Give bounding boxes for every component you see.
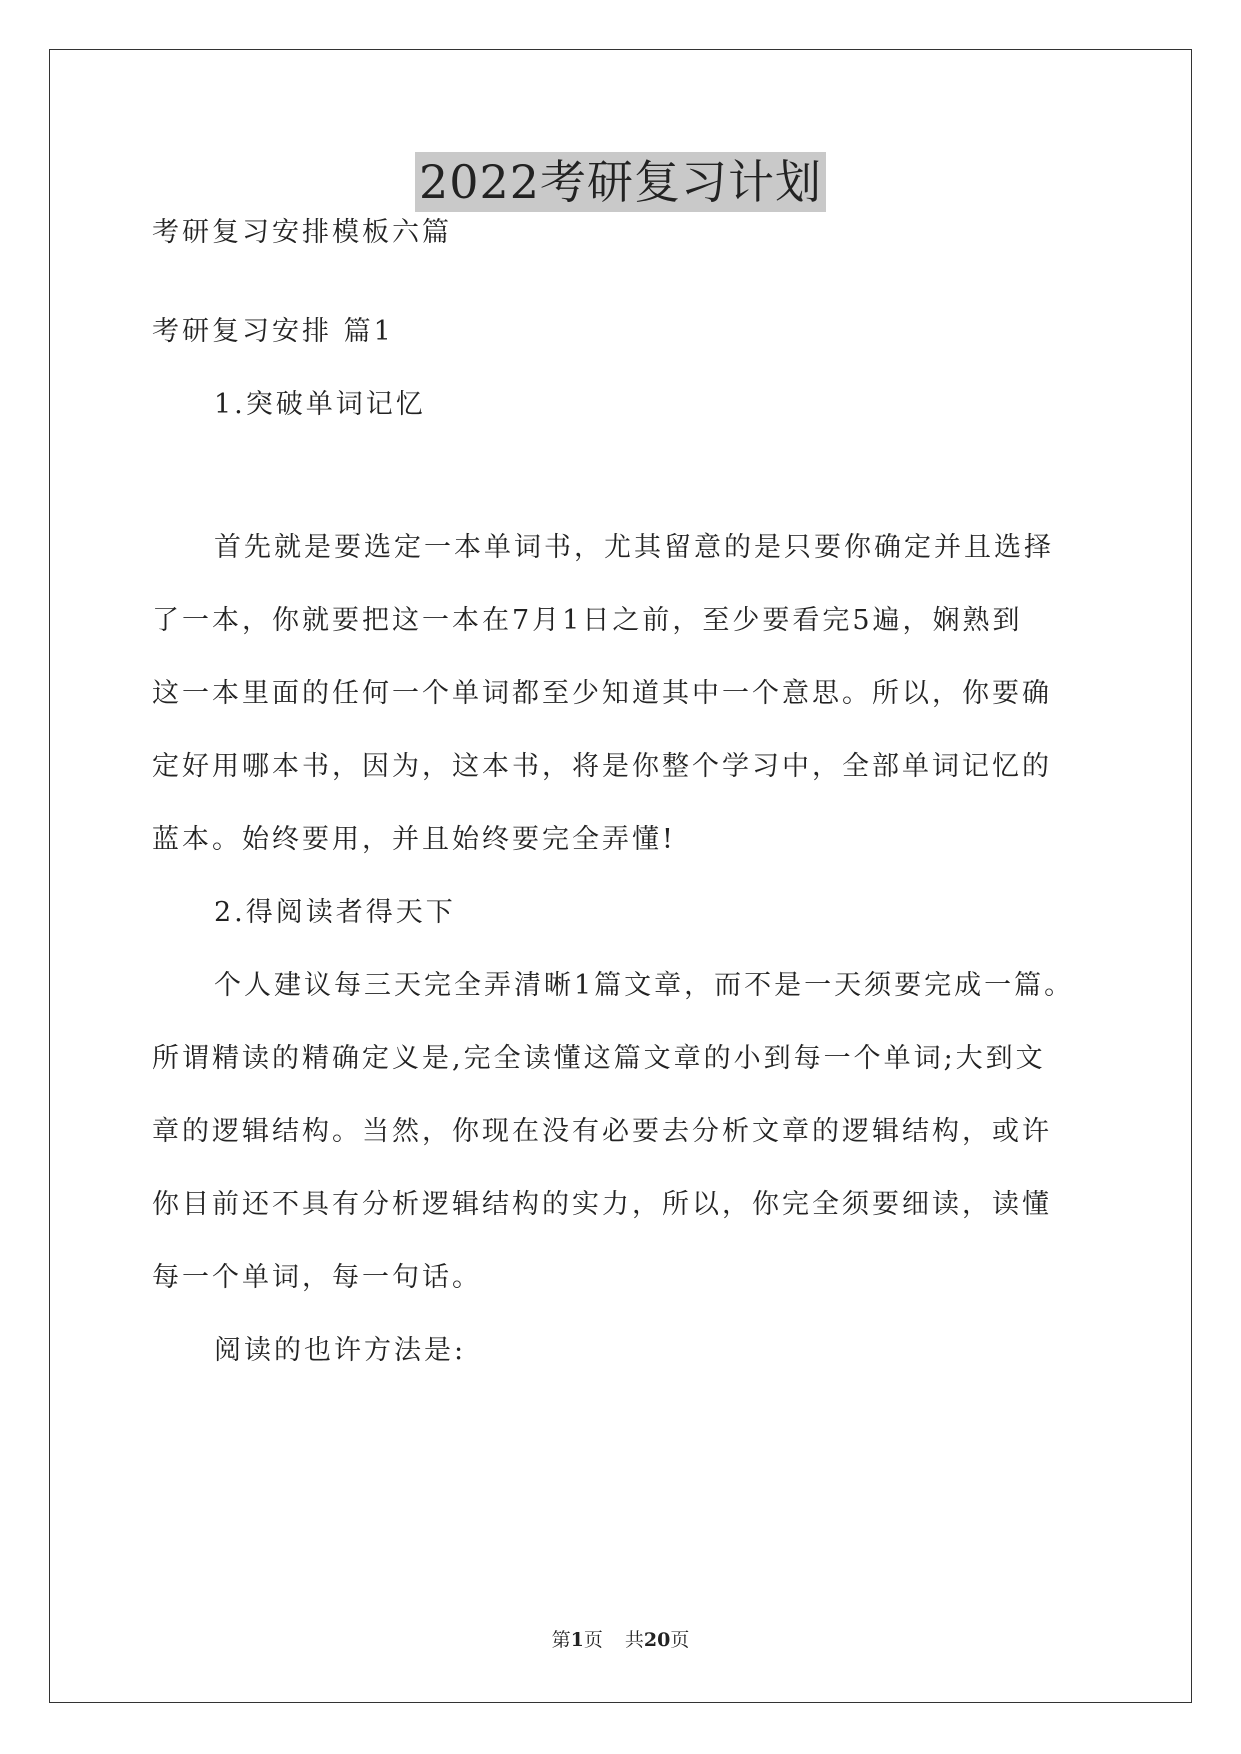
item2-para-line: 个人建议每三天完全弄清晰1篇文章，而不是一天须要完成一篇。 (214, 970, 1075, 1001)
item2-para-line: 章的逻辑结构。当然，你现在没有必要去分析文章的逻辑结构，或许 (152, 1116, 1052, 1147)
page-footer (0, 1628, 1241, 1652)
item1-para-line: 首先就是要选定一本单词书，尤其留意的是只要你确定并且选择 (214, 532, 1054, 563)
document-title (0, 152, 1241, 212)
footer-total-prefix: 共 (624, 1629, 644, 1651)
item1-para-line: 定好用哪本书，因为，这本书，将是你整个学习中，全部单词记忆的 (152, 751, 1052, 782)
footer-prefix: 第 (551, 1629, 571, 1651)
document-title-text: 2022考研复习计划 (415, 152, 826, 212)
document-subtitle: 考研复习安排模板六篇 (152, 217, 452, 248)
item1-para-line: 蓝本。始终要用，并且始终要完全弄懂! (152, 824, 676, 855)
item1-para-line: 了一本，你就要把这一本在7月1日之前，至少要看完5遍，娴熟到 (152, 605, 1023, 636)
item2-para-line: 每一个单词，每一句话。 (152, 1262, 482, 1293)
item2-heading: 2.得阅读者得天下 (214, 897, 456, 928)
item1-heading: 1.突破单词记忆 (214, 389, 426, 420)
method-intro: 阅读的也许方法是: (214, 1335, 467, 1366)
page-frame (49, 49, 1192, 1703)
footer-total-pages: 20 (643, 1629, 671, 1651)
item2-para-line: 所谓精读的精确定义是,完全读懂这篇文章的小到每一个单词;大到文 (152, 1043, 1046, 1074)
footer-total-unit: 页 (670, 1629, 690, 1651)
item2-para-line: 你目前还不具有分析逻辑结构的实力，所以，你完全须要细读，读懂 (152, 1189, 1052, 1220)
item1-para-line: 这一本里面的任何一个单词都至少知道其中一个意思。所以，你要确 (152, 678, 1052, 709)
section-heading: 考研复习安排 篇1 (152, 316, 394, 347)
footer-page-unit: 页 (583, 1629, 603, 1651)
footer-page-number: 1 (570, 1629, 584, 1651)
